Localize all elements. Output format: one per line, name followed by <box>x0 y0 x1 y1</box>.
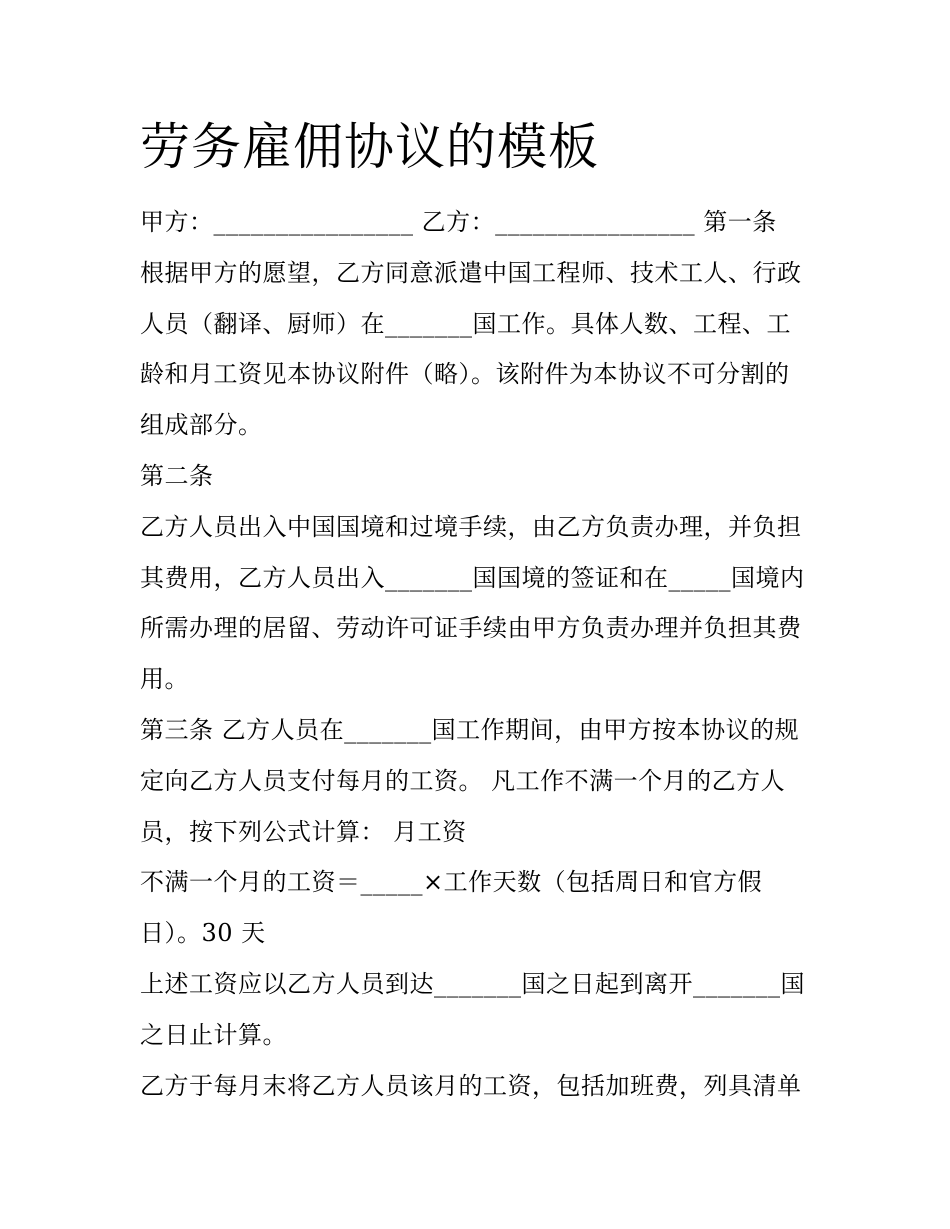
text-line-2: 根据甲方的愿望，乙方同意派遣中国工程师、技术工人、行政 <box>140 258 802 287</box>
document-title: 劳务雇佣协议的模板 <box>140 118 599 176</box>
text-line-3: 人员（翻译、厨师）在_______国工作。具体人数、工程、工 <box>140 309 791 338</box>
text-line-6: 第二条 <box>140 461 214 490</box>
text-line-4: 龄和月工资见本协议附件（略）。该附件为本协议不可分割的 <box>140 360 790 389</box>
text-line-11: 第三条 乙方人员在_______国工作期间，由甲方按本协议的规 <box>140 715 800 744</box>
text-line-17: 之日止计算。 <box>140 1020 287 1049</box>
text-line-13: 员，按下列公式计算： 月工资 <box>140 817 467 846</box>
text-line-18: 乙方于每月末将乙方人员该月的工资，包括加班费，列具清单 <box>140 1071 802 1100</box>
text-line-1: 甲方：________________ 乙方：________________ 第一条 <box>140 208 777 236</box>
text-line-7: 乙方人员出入中国国境和过境手续，由乙方负责办理，并负担 <box>140 512 802 541</box>
text-line-10: 用。 <box>140 665 189 694</box>
document-body <box>140 197 820 1111</box>
text-line-9: 所需办理的居留、劳动许可证手续由甲方负责办理并负担其费 <box>140 614 802 643</box>
text-line-14: 不满一个月的工资＝_____×工作天数（包括周日和官方假 <box>140 868 763 897</box>
text-line-8: 其费用，乙方人员出入_______国国境的签证和在_____国境内 <box>140 563 805 592</box>
text-line-5: 组成部分。 <box>140 411 263 440</box>
text-line-15: 日）。30 天 <box>140 919 266 948</box>
text-line-16: 上述工资应以乙方人员到达_______国之日起到离开_______国 <box>140 969 805 998</box>
text-line-12: 定向乙方人员支付每月的工资。 凡工作不满一个月的乙方人 <box>140 766 786 795</box>
